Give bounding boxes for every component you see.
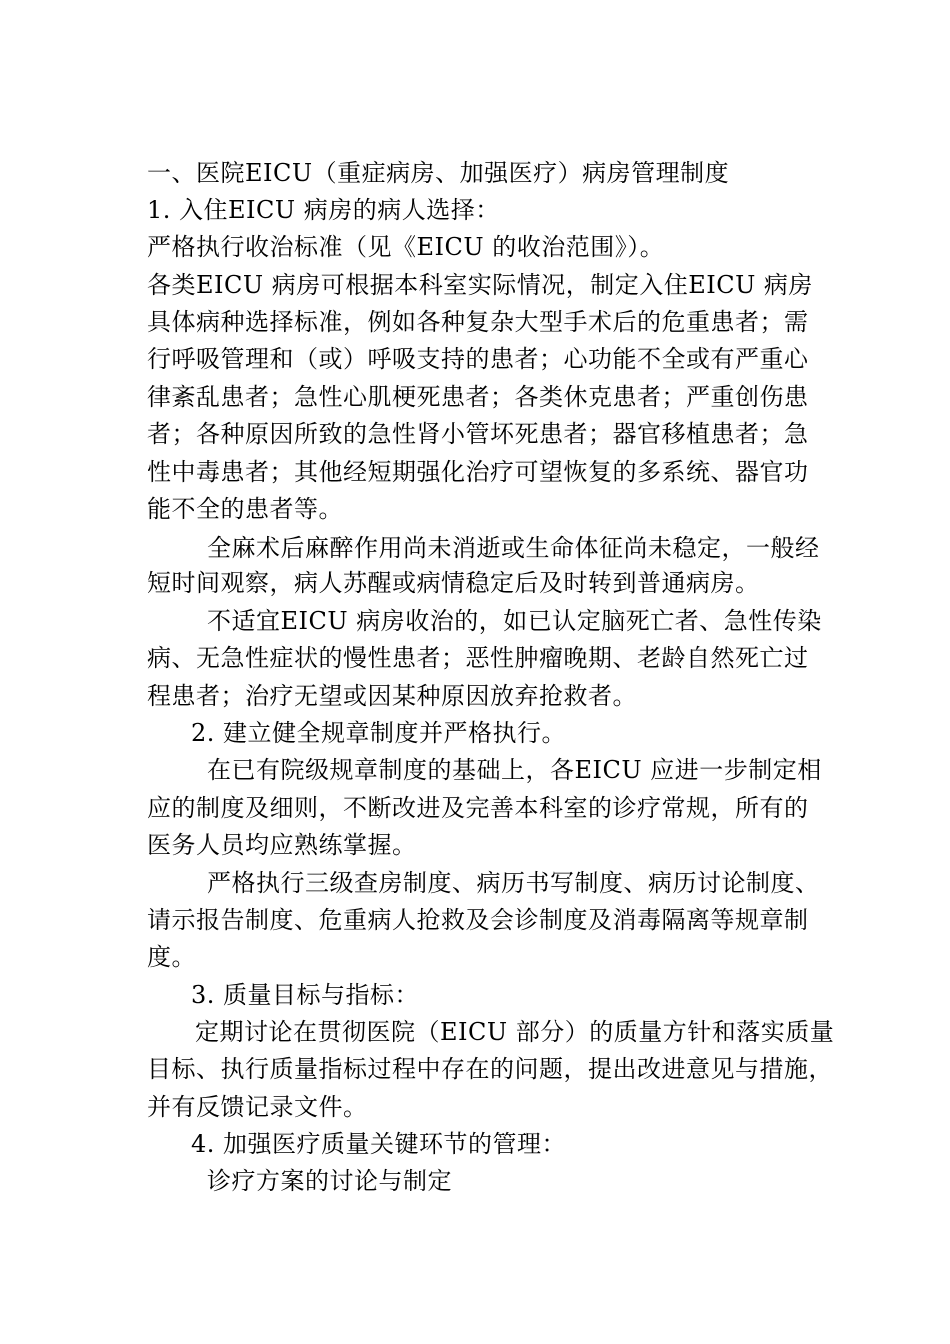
paragraph-line: 目标、执行质量指标过程中存在的问题，提出改进意见与措施， [147, 1055, 833, 1083]
paragraph-line: 应的制度及细则，不断改进及完善本科室的诊疗常规，所有的 [147, 794, 809, 822]
section-2-heading: 2. 建立健全规章制度并严格执行。 [191, 719, 567, 747]
paragraph-line: 医务人员均应熟练掌握。 [147, 831, 417, 859]
heading-title: 一、医院EICU（重症病房、加强医疗）病房管理制度 [147, 159, 730, 187]
section-4-heading: 4. 加强医疗质量关键环节的管理： [191, 1130, 567, 1158]
paragraph-line: 能不全的患者等。 [147, 495, 343, 523]
section-3-heading: 3. 质量目标与指标： [191, 981, 420, 1009]
paragraph-line: 定期讨论在贯彻医院（EICU 部分）的质量方针和落实质量 [195, 1018, 835, 1046]
paragraph-line: 具体病种选择标准，例如各种复杂大型手术后的危重患者；需 [147, 308, 809, 336]
paragraph-line: 行呼吸管理和（或）呼吸支持的患者；心功能不全或有严重心 [147, 345, 809, 373]
paragraph-line: 诊疗方案的讨论与制定 [207, 1167, 452, 1195]
paragraph-line: 请示报告制度、危重病人抢救及会诊制度及消毒隔离等规章制 [147, 906, 809, 934]
paragraph-line: 律紊乱患者；急性心肌梗死患者；各类休克患者；严重创伤患 [147, 383, 809, 411]
paragraph-line: 在已有院级规章制度的基础上，各EICU 应进一步制定相 [207, 756, 822, 784]
paragraph-line: 不适宜EICU 病房收治的，如已认定脑死亡者、急性传染 [207, 607, 822, 635]
paragraph-line: 病、无急性症状的慢性患者；恶性肿瘤晚期、老龄自然死亡过 [147, 644, 809, 672]
paragraph-line: 程患者；治疗无望或因某种原因放弃抢救者。 [147, 682, 637, 710]
paragraph-line: 并有反馈记录文件。 [147, 1093, 368, 1121]
paragraph-line: 者；各种原因所致的急性肾小管坏死患者；器官移植患者；急 [147, 420, 809, 448]
paragraph-line: 全麻术后麻醉作用尚未消逝或生命体征尚未稳定，一般经 [207, 534, 820, 562]
paragraph-line: 严格执行收治标准（见《EICU 的收治范围》）。 [147, 233, 665, 261]
paragraph-line: 短时间观察，病人苏醒或病情稳定后及时转到普通病房。 [147, 569, 760, 597]
paragraph-line: 严格执行三级查房制度、病历书写制度、病历讨论制度、 [207, 869, 820, 897]
section-1-heading: 1. 入住EICU 病房的病人选择： [147, 196, 500, 224]
paragraph-line: 度。 [147, 943, 196, 971]
paragraph-line: 性中毒患者；其他经短期强化治疗可望恢复的多系统、器官功 [147, 458, 809, 486]
paragraph-line: 各类EICU 病房可根据本科室实际情况，制定入住EICU 病房 [147, 271, 813, 299]
